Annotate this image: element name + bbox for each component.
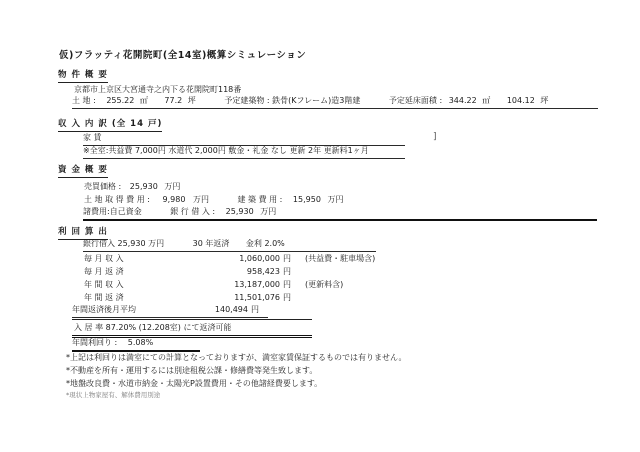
annual-yield-value: 5.08% <box>127 338 154 347</box>
construction-label: 建 築 費 用 : <box>237 195 283 204</box>
m2-unit: ㎡ <box>139 96 148 105</box>
m2-unit-2: ㎡ <box>482 96 491 105</box>
bank-loan-label: 銀 行 借 入 : <box>170 207 216 216</box>
costs-row <box>84 195 343 205</box>
monthly-average-label: 年間返済後月平均 <box>72 305 136 314</box>
tsubo-unit-2: 坪 <box>540 96 549 105</box>
loan-row <box>83 207 597 221</box>
property-land-row <box>72 96 598 109</box>
note-line: *地盤改良費・水道市納金・太陽光P設置費用・その他諸経費要します。 <box>66 379 323 388</box>
floor-area-m2: 344.22 <box>448 96 477 105</box>
monthly-income-value: 1,060,000 <box>239 254 280 263</box>
section-header-yield: 利 回 算 出 <box>58 227 108 240</box>
yen-unit: 円 <box>283 254 291 263</box>
annual-income-label: 年 間 収 入 <box>84 280 124 289</box>
price-label: 売買価格 : <box>84 182 122 191</box>
yield-loan-row <box>83 239 376 252</box>
rent-label: 家 賃 <box>83 133 102 142</box>
document-title: 仮)フラッティ花開院町(全14室)概算シミュレーション <box>59 50 307 61</box>
annual-income-value: 13,187,000 <box>234 280 280 289</box>
note-line: *上記は利回りは満室にての計算となっておりますが、満室家賃保証するものでは有りません。 <box>66 353 407 362</box>
land-label: 土 地 : <box>72 96 96 105</box>
disclaimer-notes <box>66 351 406 390</box>
yen-unit: 円 <box>283 280 291 289</box>
section-header-funding: 資 金 概 要 <box>58 165 108 178</box>
bank-loan-unit: 万円 <box>260 207 277 216</box>
price-value: 25,930 <box>129 182 158 191</box>
land-cost-value: 9,980 <box>162 195 186 204</box>
footnote: *現状上物家屋有、解体費用別途 <box>66 391 161 399</box>
annual-repayment-row <box>84 293 291 303</box>
land-area-tsubo: 77.2 <box>164 96 183 105</box>
land-cost-label: 土 地 取 得 費 用 : <box>84 195 150 204</box>
yen-unit: 円 <box>283 267 291 276</box>
annual-income-note: (更新料含) <box>305 280 344 289</box>
rent-row <box>83 133 405 146</box>
property-address: 京都市上京区大宮通寺之内下る花開院町118番 <box>74 85 242 94</box>
annual-income-row <box>84 280 343 290</box>
rent-bracket: ] <box>433 132 437 142</box>
yen-unit: 円 <box>283 293 291 302</box>
monthly-average-value: 140,494 <box>214 305 248 314</box>
yen-unit: 円 <box>251 305 259 314</box>
floor-area-tsubo: 104.12 <box>506 96 535 105</box>
annual-repayment-value: 11,501,076 <box>234 293 280 302</box>
annual-yield-label: 年間利回り : <box>72 338 118 347</box>
note-line: *不動産を所有・運用するには別途租税公課・修繕費等発生致します。 <box>66 366 318 375</box>
annual-yield-row <box>72 338 200 352</box>
tsubo-unit: 坪 <box>187 96 196 105</box>
monthly-income-note: (共益費・駐車場含) <box>305 254 376 263</box>
income-conditions-note: ※全室:共益費 7,000円 水道代 2,000円 敷金・礼金 なし 更新 2年 更新料1ヶ月 <box>83 146 405 159</box>
land-area-m2: 255.22 <box>106 96 135 105</box>
section-header-property: 物 件 概 要 <box>58 70 108 83</box>
land-cost-unit: 万円 <box>192 195 209 204</box>
price-row <box>84 182 180 192</box>
planned-building: 予定建築物 : 鉄骨(Kフレーム)造3階建 <box>224 96 361 105</box>
yield-term: 30 年返済 <box>192 239 230 248</box>
monthly-repayment-value: 958,423 <box>246 267 280 276</box>
monthly-average-row <box>72 305 268 318</box>
yield-rate: 金利 2.0% <box>245 239 285 248</box>
expenses-label: 諸費用:自己資金 <box>83 207 142 216</box>
monthly-income-row <box>84 254 375 264</box>
construction-value: 15,950 <box>292 195 321 204</box>
occupancy-line: 入 居 率 87.20% (12.208室) にて返済可能 <box>72 319 312 338</box>
yield-loan-line: 銀行借入 25,930 万円 <box>83 239 165 248</box>
bank-loan-value: 25,930 <box>225 207 254 216</box>
section-header-income: 収 入 内 訳 (全 14 戸) <box>58 119 162 132</box>
annual-repayment-label: 年 間 返 済 <box>84 293 124 302</box>
monthly-income-label: 毎 月 収 入 <box>84 254 124 263</box>
monthly-repayment-row <box>84 267 291 277</box>
construction-unit: 万円 <box>327 195 344 204</box>
price-unit: 万円 <box>164 182 181 191</box>
monthly-repayment-label: 毎 月 返 済 <box>84 267 124 276</box>
floor-area-label: 予定延床面積 : <box>388 96 443 105</box>
